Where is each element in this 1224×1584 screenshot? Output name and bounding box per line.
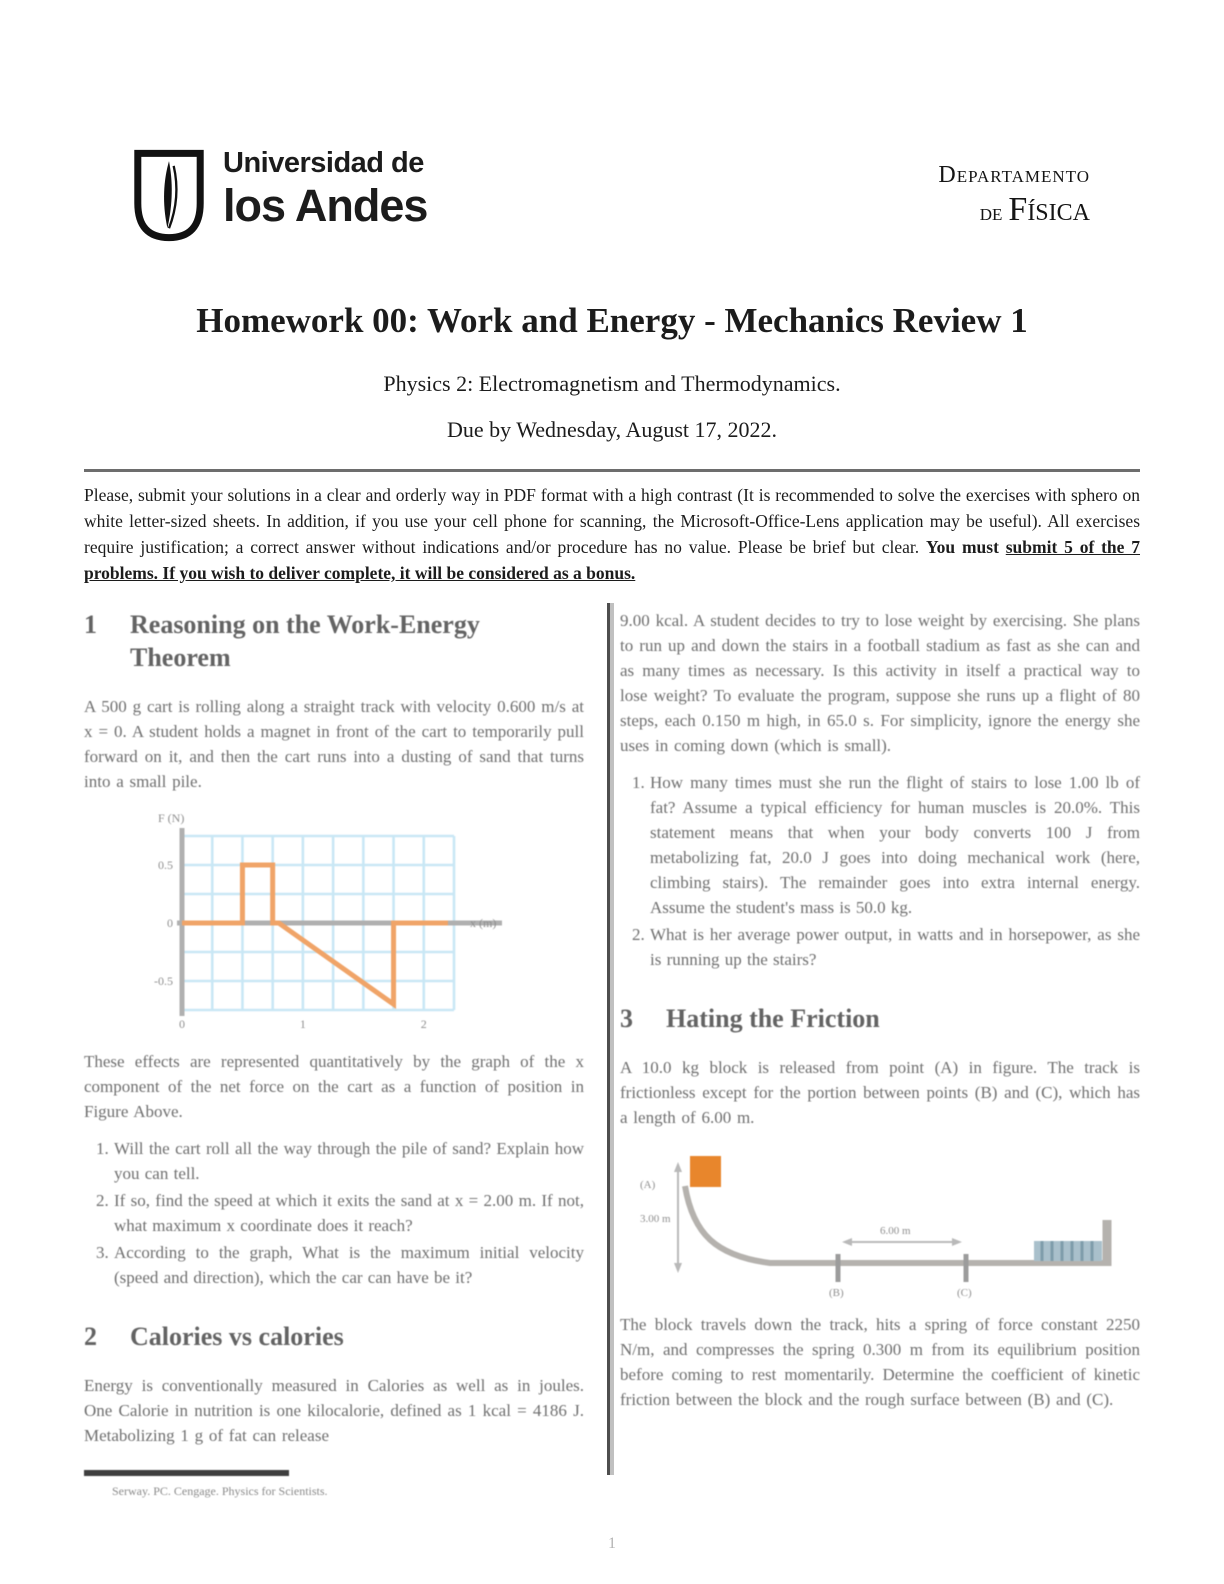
x-tick-label: 0 xyxy=(179,1017,185,1031)
height-label: 3.00 m xyxy=(640,1213,671,1225)
submission-instructions xyxy=(84,482,1140,586)
page-number: 1 xyxy=(608,1535,616,1552)
page-header xyxy=(0,0,1224,243)
two-column-body xyxy=(0,608,1224,1498)
problem1-question-2: 2. If so, find the speed at which it exits the sand at x = 2.00 m. If not, what maximum x coordinate does it reach? xyxy=(114,1188,584,1238)
problem1-heading: 1 Reasoning on the Work-Energy Theorem xyxy=(84,610,480,672)
instructions-bold-lead: You must xyxy=(925,537,999,557)
homework-title: Homework 00: Work and Energy - Mechanics Review 1 xyxy=(196,301,1028,340)
problem1-question-3: 3. According to the graph, What is the maximum initial velocity (speed and direction), which the car can have be it? xyxy=(114,1240,584,1290)
problem1-intro: A 500 g cart is rolling along a straight track with velocity 0.600 m/s at x = 0. A student holds a magnet in front of the cart to temporarily pull forward on it, and then the cart runs into a dusting of sand that turns into a small pile. xyxy=(84,697,584,791)
due-date: Due by Wednesday, August 17, 2022. xyxy=(446,417,778,442)
problem2-intro-left: Energy is conventionally measured in Calories as well as in joules. One Calorie in nutrition is one kilocalorie, defined as 1 kcal = 4186 J. Metabolizing 1 g of fat can release xyxy=(84,1376,584,1445)
right-column xyxy=(620,608,1140,1498)
y-tick-label: 0.5 xyxy=(158,858,173,872)
problem1-question-1: 1. Will the cart roll all the way through the pile of sand? Explain how you can tell. xyxy=(114,1136,584,1186)
logo-text-line1: Universidad de xyxy=(223,147,424,179)
department-name xyxy=(938,162,1090,229)
footnote-rule xyxy=(84,1470,289,1476)
force-graph-figure xyxy=(142,806,584,1041)
problem3-heading: 3 Hating the Friction xyxy=(620,1004,880,1033)
block-track-spring-figure xyxy=(638,1142,1132,1302)
problem1-after-figure: These effects are represented quantitatively by the graph of the x component of the net force on the cart as a function of position in Figure Above. xyxy=(84,1052,584,1121)
y-tick-label: -0.5 xyxy=(154,974,173,988)
problem2-intro-right: 9.00 kcal. A student decides to try to lose weight by exercising. She plans to run up and down the stairs in a football stadium as fast as she can and as many times as necessary. Is this activity in itself a practical way to lose weight? To evaluate the program, suppose she runs up a flight of 80 steps, each 0.150 m high, in 65.0 s. For simplicity, ignore the energy she uses in coming down (which is small). xyxy=(620,611,1140,755)
y-axis-title: F (N) xyxy=(158,811,185,825)
problem2-question-2: 2. What is her average power output, in watts and in horsepower, as she is running up the stairs? xyxy=(650,922,1140,972)
department-line1: Departamento xyxy=(938,162,1090,188)
left-column xyxy=(84,608,584,1498)
university-logo-text xyxy=(223,148,427,243)
instructions-bold-underlined: submit 5 of the 7 problems. If you wish to deliver complete, it will be considered as a bonus. xyxy=(84,537,1140,583)
problem2-question-1: 1. How many times must she run the flight of stairs to lose 1.00 lb of fat? Assume a typical efficiency for human muscles is 20.0%. This statement means that when your body converts 100 J from metabolizing fat, 20.0 J goes into doing mechanical work (here, climbing stairs). The remainder goes into extra internal energy. Assume the student's mass is 50.0 kg. xyxy=(650,770,1140,920)
x-axis-title: x (m) xyxy=(470,916,497,930)
point-b-label: (B) xyxy=(829,1287,844,1299)
force-curve xyxy=(182,865,448,1004)
footnote-citation: Serway. PC. Cengage. Physics for Scientists. xyxy=(112,1484,328,1498)
y-tick-label: 0 xyxy=(167,916,173,930)
force-position-graph xyxy=(142,806,522,1036)
problem2-question-list xyxy=(620,770,1140,972)
length-label: 6.00 m xyxy=(880,1225,911,1237)
point-c-label: (C) xyxy=(957,1287,972,1299)
problem3-outro: The block travels down the track, hits a spring of force constant 2250 N/m, and compresses the spring 0.300 m from its equilibrium position before coming to rest momentarily. Determine the coefficient of kinetic friction between the block and the rough surface between (B) and (C). xyxy=(620,1315,1140,1409)
problem2-heading: 2 Calories vs calories xyxy=(84,1322,344,1351)
instructions-body: Please, submit your solutions in a clear and orderly way in PDF format with a high contrast (It is recommended to solve the exercises with sphero on white letter-sized sheets. In addition, if you use your cell phone for scanning, the Microsoft-Office-Lens application may be useful). All exercises require justification; a correct answer without indications and/or procedure has no value. Please be brief but clear. xyxy=(84,485,1140,557)
x-tick-label: 1 xyxy=(299,1017,306,1031)
problem3-intro: A 10.0 kg block is released from point (A) in figure. The track is frictionless except for the portion between points (B) and (C), which has a length of 6.00 m. xyxy=(620,1058,1140,1127)
course-subtitle: Physics 2: Electromagnetism and Thermodynamics. xyxy=(383,371,841,396)
logo-text-line2: los Andes xyxy=(223,180,428,232)
university-logo xyxy=(130,148,427,243)
university-shield-icon xyxy=(130,148,208,243)
header-rule xyxy=(84,469,1140,472)
block xyxy=(690,1156,721,1187)
problem1-question-list xyxy=(84,1136,584,1290)
department-line2: de Física xyxy=(979,191,1090,229)
x-tick-label: 2 xyxy=(420,1017,427,1031)
point-a-label: (A) xyxy=(640,1179,656,1191)
